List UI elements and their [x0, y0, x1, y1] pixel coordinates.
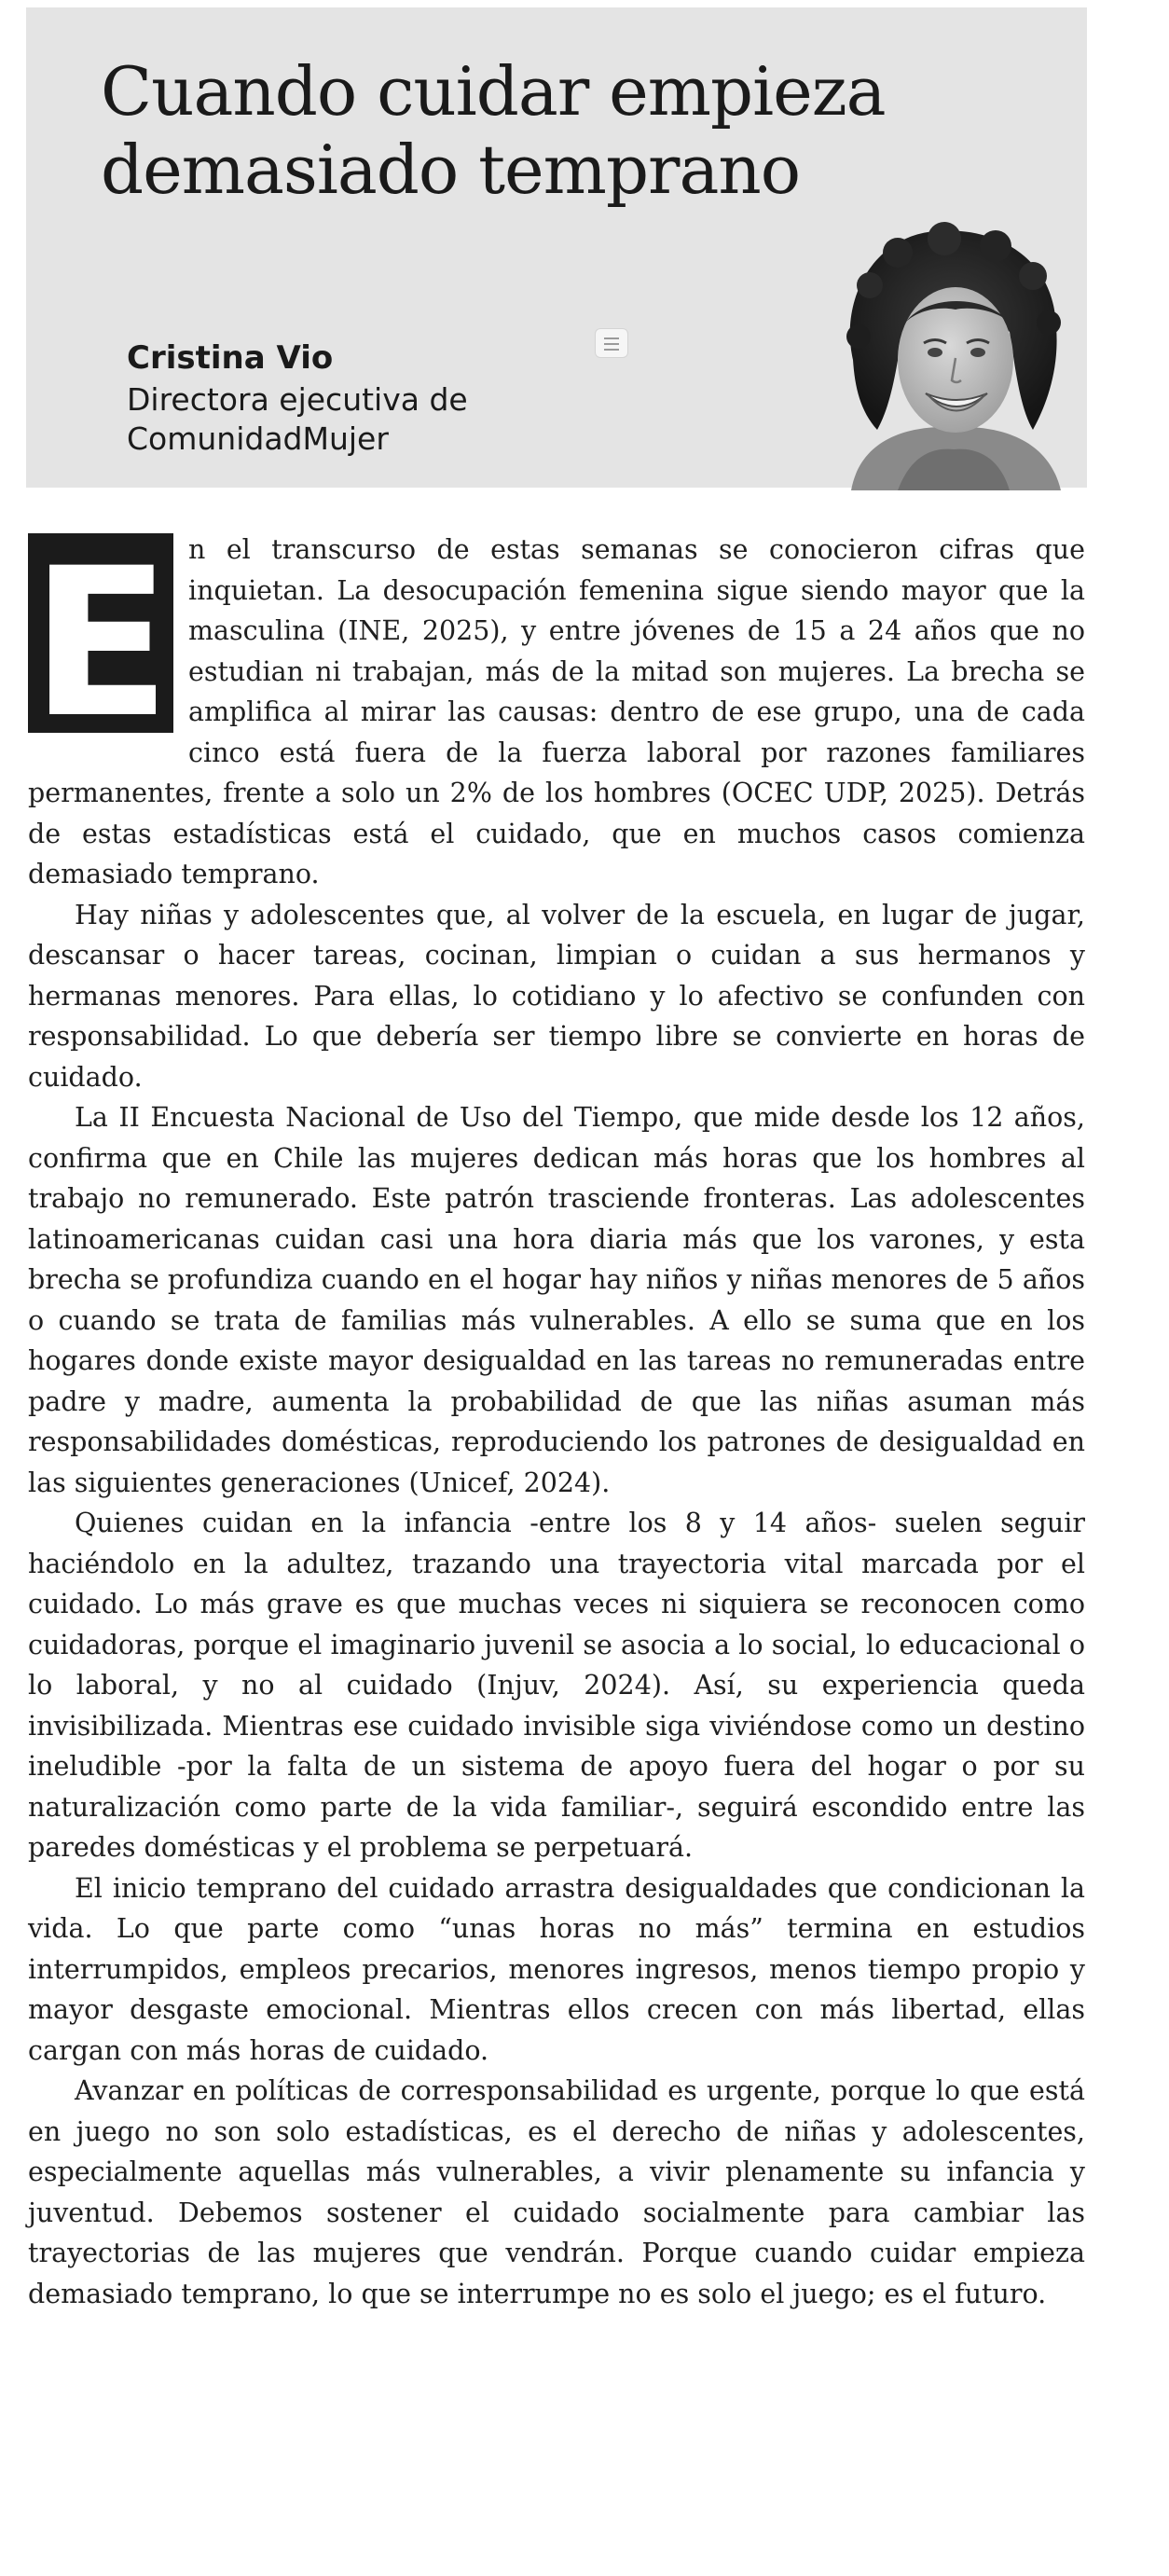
paragraph-3: La II Encuesta Nacional de Uso del Tiempo, que mide desde los 12 años, confirma que en Chile las mujeres dedican más horas que los hombres al trabajo no remunerado. Este patrón trasciende fronteras. Las adolescentes latinoamericanas cuidan casi una hora diaria más que los varones, y esta brecha se profundiza cuando en el hogar hay niños y niñas menores de 5 años o cuando se trata de familias más vulnerables. A ello se suma que en los hogares donde existe mayor desigualdad en las tareas no remuneradas entre padre y madre, aumenta la probabilidad de que las niñas asuman más responsabilidades domésticas, reproduciendo los patrones de desigualdad en las siguientes generaciones (Unicef, 2024). — [28, 1102, 1085, 1498]
author-name: Cristina Vio — [127, 339, 334, 377]
paragraph-1: n el transcurso de estas semanas se conocieron cifras que inquietan. La desocupación femenina sigue siendo mayor que la masculina (INE, 2025), y entre jóvenes de 15 a 24 años que no estudian ni trabajan, más de la mitad son mujeres. La brecha se amplifica al mirar las causas: dentro de ese grupo, una de cada cinco está fuera de la fuerza laboral por razones familiares permanentes, frente a solo un 2% de los hombres (OCEC UDP, 2025). Detrás de estas estadísticas está el cuidado, que en muchos casos comienza demasiado temprano. — [28, 534, 1085, 889]
paragraph-6: Avanzar en políticas de corresponsabilidad es urgente, porque lo que está en juego no son solo estadísticas, es el derecho de niñas y adolescentes, especialmente aquellas más vulnerables, a vivir plenamente su infancia y juventud. Debemos sostener el cuidado socialmente para cambiar las trayectorias de las mujeres que vendrán. Porque cuando cuidar empieza demasiado temprano, lo que se interrumpe no es solo el juego; es el futuro. — [28, 2075, 1085, 2309]
header-box — [26, 7, 1087, 488]
paragraph-2: Hay niñas y adolescentes que, al volver de la escuela, en lugar de jugar, descansar o hacer tareas, cocinan, limpian o cuidan a sus hermanos y hermanas menores. Para ellas, lo cotidiano y lo afectivo se confunden con responsabilidad. Lo que debería ser tiempo libre se convierte en horas de cuidado. — [28, 899, 1085, 1093]
paragraph-4: Quienes cuidan en la infancia -entre los 8 y 14 años- suelen seguir haciéndolo en la adultez, trazando una trayectoria vital marcada por el cuidado. Lo más grave es que muchas veces ni siquiera se reconocen como cuidadoras, porque el imaginario juvenil se asocia a lo social, lo educacional o lo laboral, y no al cuidado (Injuv, 2024). Así, su experiencia queda invisibilizada. Mientras ese cuidado invisible siga viviéndose como un destino ineludible -por la falta de un sistema de apoyo fuera del hogar o por su naturalización como parte de la vida familiar-, seguirá escondido entre las paredes domésticas y el problema se perpetuará. — [28, 1508, 1085, 1863]
drop-cap — [28, 533, 173, 733]
note-icon[interactable] — [595, 328, 628, 358]
author-role: Directora ejecutiva de ComunidadMujer — [127, 381, 468, 457]
author-portrait — [832, 220, 1075, 490]
article-body — [28, 530, 1085, 2314]
svg-text:E: E — [30, 533, 172, 733]
paragraph-5: El inicio temprano del cuidado arrastra desigualdades que condicionan la vida. Lo que parte como “unas horas no más” termina en estudios interrumpidos, empleos precarios, menores ingresos, menos tiempo propio y mayor desgaste emocional. Mientras ellos crecen con más libertad, ellas cargan con más horas de cuidado. — [28, 1872, 1085, 2066]
article-title: Cuando cuidar empieza demasiado temprano — [101, 52, 886, 209]
